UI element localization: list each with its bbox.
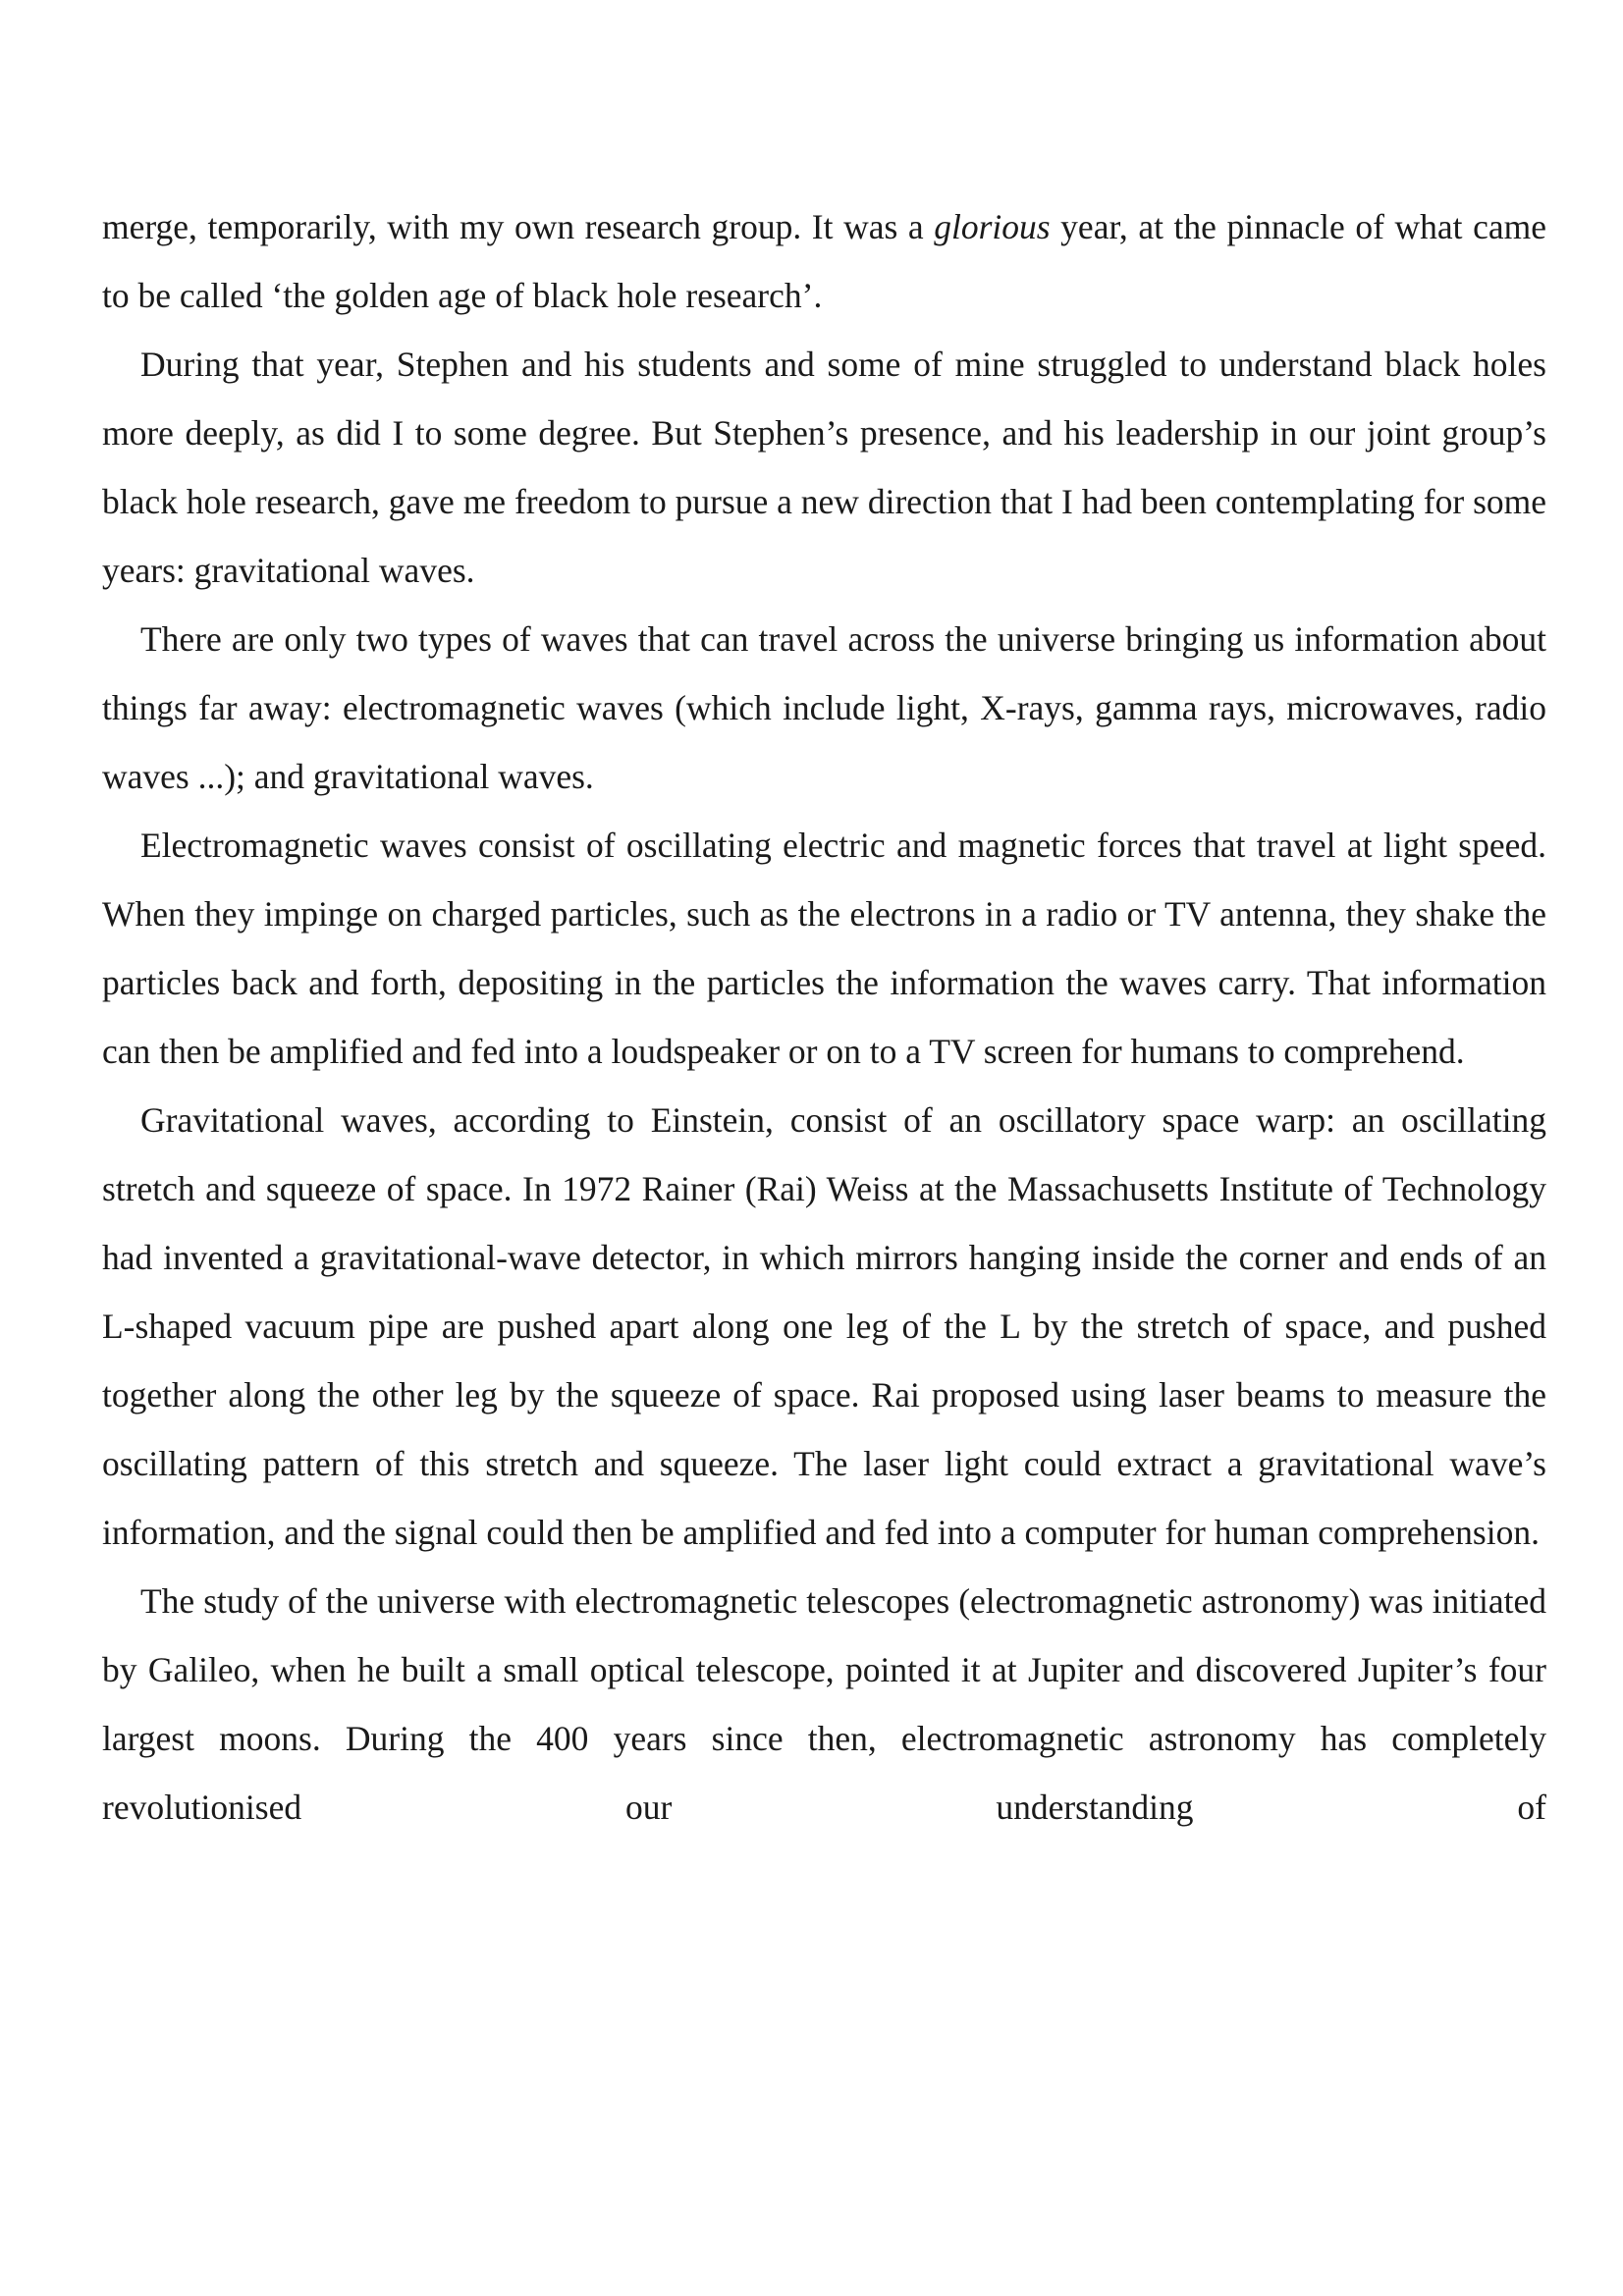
paragraph-6: The study of the universe with electromagnetic telescopes (electromagnetic astronomy) was initiated by Galileo, when he built a small optical telescope, pointed it at Jupiter and discovered Jupiter’s four largest moons. During the 400 years since then, electromagnetic astronomy has completely revolutionised our understanding of: [102, 1581, 1546, 1827]
paragraph-4: Electromagnetic waves consist of oscillating electric and magnetic forces that travel at light speed. When they impinge on charged particles, such as the electrons in a radio or TV antenna, they shake the particles back and forth, depositing in the particles the information the waves carry. That information can then be amplified and fed into a loudspeaker or on to a TV screen for humans to comprehend.: [102, 826, 1546, 1071]
paragraph-1-text-end: year, at the pinnacle of what came to be called ‘the golden age of black hole research’.: [102, 207, 1546, 315]
paragraph-5: Gravitational waves, according to Einstein, consist of an oscillatory space warp: an oscillating stretch and squeeze of space. In 1972 Rainer (Rai) Weiss at the Massachusetts Institute of Technology had invented a gravitational-wave detector, in which mirrors hanging inside the corner and ends of an L-shaped vacuum pipe are pushed apart along one leg of the L by the stretch of space, and pushed together along the other leg by the squeeze of space. Rai proposed using laser beams to measure the oscillating pattern of this stretch and squeeze. The laser light could extract a gravitational wave’s information, and the signal could then be amplified and fed into a computer for human comprehension.: [102, 1100, 1546, 1552]
paragraph-1: [102, 192, 1546, 330]
paragraph-1-text-start: merge, temporarily, with my own research group. It was a: [102, 207, 935, 246]
paragraph-3: There are only two types of waves that can travel across the universe bringing us information about things far away: electromagnetic waves (which include light, X-rays, gamma rays, microwaves, radio waves ...); and gravitational waves.: [102, 619, 1546, 796]
paragraph-2: During that year, Stephen and his students and some of mine struggled to understand black holes more deeply, as did I to some degree. But Stephen’s presence, and his leadership in our joint group’s black hole research, gave me freedom to pursue a new direction that I had been contemplating for some years: gravitational waves.: [102, 345, 1546, 590]
emphasized-word: glorious: [934, 207, 1051, 246]
body-text: [102, 192, 1546, 1842]
